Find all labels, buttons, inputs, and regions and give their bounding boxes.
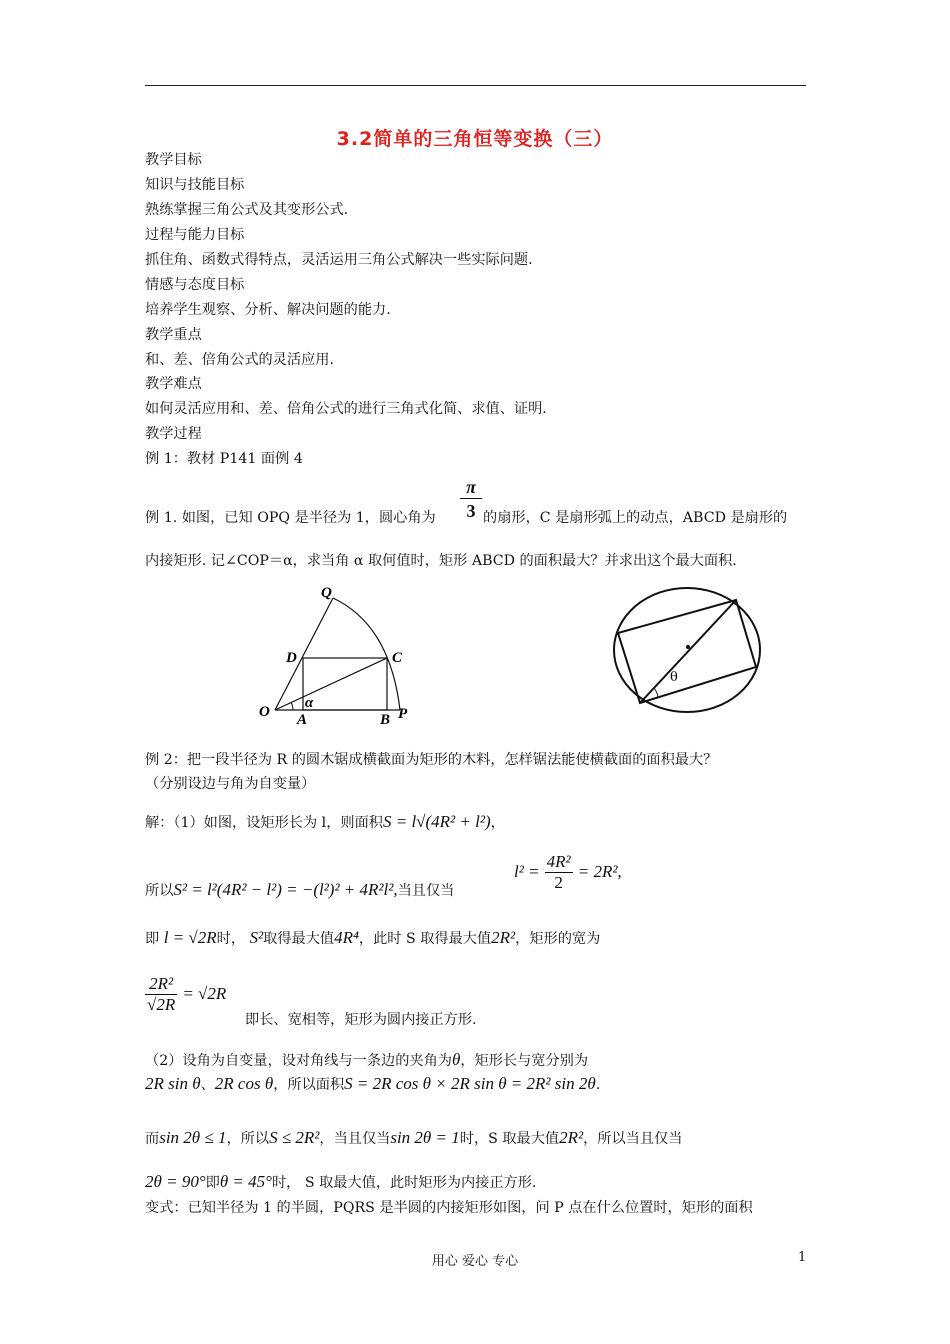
header-rule <box>145 85 806 86</box>
max-s-value: 2R² <box>491 928 516 947</box>
text-line: 教学难点 <box>145 376 202 392</box>
solution-text: 解：（1）如图，设矩形长为 l，则面积 <box>145 815 383 831</box>
width-text: 即长、宽相等，矩形为圆内接正方形. <box>245 1012 477 1028</box>
example1-text-a: 例 1. 如图，已知 OPQ 是半径为 1，圆心角为 <box>145 510 436 526</box>
so-mid: 当且仅当 <box>397 883 455 899</box>
label-theta: θ <box>670 670 678 685</box>
last-line <box>145 1172 536 1193</box>
sin-bound: sin 2θ ≤ 1 <box>159 1128 227 1147</box>
theta-symbol: θ <box>451 1050 461 1069</box>
l2-rhs: = 2R², <box>577 862 622 881</box>
width-fraction <box>145 974 177 1015</box>
footer-text: 用心 爱心 专心 <box>431 1254 519 1269</box>
text-line: 抓住角、函数式得特点，灵活运用三角公式解决一些实际问题. <box>145 252 533 268</box>
l2-lhs: l² = <box>514 862 540 881</box>
sector-figure <box>250 580 430 730</box>
center-dot <box>686 645 690 649</box>
l-value: l = √2R <box>163 928 217 947</box>
page-title: 3.2简单的三角恒等变换（三） <box>336 128 614 150</box>
text-line: 熟练掌握三角公式及其变形公式. <box>145 202 349 218</box>
er-text3: 时，S 取最大值 <box>459 1131 560 1147</box>
fraction-denominator: 3 <box>466 501 476 521</box>
ji-text3: ，此时 S 取得最大值 <box>358 931 492 947</box>
label-o: O <box>259 704 270 720</box>
text-line: 例 1：教材 P141 面例 4 <box>145 451 303 467</box>
period: . <box>595 1077 601 1093</box>
numerator: 2R² <box>145 974 177 995</box>
example1-line2: 内接矩形. 记∠COP＝α，求当角 α 取何值时，矩形 ABCD 的面积最大？并求出这个最大面积. <box>145 553 737 569</box>
arc-pq <box>333 598 400 710</box>
part2-text-b: ，矩形长与宽分别为 <box>460 1053 589 1069</box>
s-squared: S² <box>249 928 264 947</box>
last-text2: 时， S 取最大值，此时矩形为内接正方形. <box>271 1175 537 1191</box>
punctuation: ， <box>490 815 505 831</box>
ji-text2: 取得最大值 <box>263 931 335 947</box>
er-text2: ，当且仅当 <box>319 1131 391 1147</box>
square-formula: S² = l²(4R² − l²) = −(l²)² + 4R²l², <box>173 880 398 899</box>
ji-text4: ，矩形的宽为 <box>515 931 601 947</box>
example2-line2: （分别设边与角为自变量） <box>145 776 316 792</box>
l2-fraction <box>545 852 573 893</box>
width-result: = √2R <box>182 984 227 1003</box>
part2-line1 <box>145 1050 588 1071</box>
denominator: √2R <box>147 995 176 1014</box>
s-max: 2R² <box>559 1128 584 1147</box>
er-line <box>145 1128 682 1149</box>
example2-line1: 例 2：把一段半径为 R 的圆木锯成横截面为矩形的木料，怎样锯法能使横截面的面积最大？ <box>145 752 718 768</box>
variant-line: 变式：已知半径为 1 的半圆，PQRS 是半圆的内接矩形如图，问 P 点在什么位置时，矩形的面积 <box>145 1200 753 1216</box>
theta-value: θ = 45° <box>219 1172 272 1191</box>
segment-oq <box>275 598 333 710</box>
text-line: 和、差、倍角公式的灵活应用. <box>145 352 334 368</box>
er-prefix: 而 <box>145 1131 160 1147</box>
page-number: 1 <box>798 1250 807 1265</box>
circle-figure <box>608 585 768 715</box>
example1-line1 <box>145 508 436 528</box>
so-prefix: 所以 <box>145 883 174 899</box>
ji-text1: 时， <box>216 931 246 947</box>
part2-text-c: ，所以面积 <box>273 1077 345 1093</box>
text-line: 培养学生观察、分析、解决问题的能力. <box>145 302 391 318</box>
fraction-numerator: π <box>460 476 482 499</box>
separator: 、 <box>200 1077 215 1093</box>
text-line: 知识与技能目标 <box>145 177 245 193</box>
er-text4: ，所以当且仅当 <box>583 1131 683 1147</box>
label-a: A <box>297 712 308 728</box>
example1-text-b: 的扇形，C 是扇形弧上的动点，ABCD 是扇形的 <box>483 510 788 526</box>
double-angle-value: 2θ = 90° <box>145 1172 206 1191</box>
text-line: 过程与能力目标 <box>145 227 245 243</box>
angle-arc <box>291 702 293 710</box>
text-line: 教学过程 <box>145 426 202 442</box>
pi-over-3-fraction <box>460 476 482 523</box>
numerator: 4R² <box>546 852 571 871</box>
text-line: 教学重点 <box>145 327 202 343</box>
part2-line2 <box>145 1074 600 1095</box>
label-q: Q <box>321 585 332 601</box>
label-b: B <box>380 712 391 728</box>
rectangle-abcd <box>303 658 387 710</box>
area-formula: S = l√(4R² + l²) <box>382 812 491 831</box>
length-formula: 2R sin θ <box>145 1074 201 1093</box>
max-s2-value: 4R⁴ <box>334 928 359 947</box>
sin-equality: sin 2θ = 1 <box>390 1128 460 1147</box>
text-line: 情感与态度目标 <box>145 277 245 293</box>
ji-line <box>145 928 600 949</box>
width-formula: 2R cos θ <box>214 1074 274 1093</box>
text-line: 如何灵活应用和、差、倍角公式的进行三角式化简、求值、证明. <box>145 401 547 417</box>
theta-arc <box>654 688 658 697</box>
last-text1: 即 <box>205 1175 220 1191</box>
l2-equation <box>514 852 622 893</box>
text-line: 教学目标 <box>145 152 202 168</box>
solution1-line <box>145 812 505 833</box>
part2-text: （2）设角为自变量，设对角线与一条边的夹角为 <box>145 1053 452 1069</box>
ji-prefix: 即 <box>145 931 160 947</box>
label-d: D <box>286 650 297 666</box>
er-text1: ，所以 <box>226 1131 270 1147</box>
label-p: P <box>398 706 408 722</box>
s-bound: S ≤ 2R² <box>269 1128 320 1147</box>
label-alpha: α <box>305 695 314 711</box>
width-equation <box>145 974 226 1015</box>
so-line <box>145 880 454 901</box>
label-c: C <box>392 650 403 666</box>
denominator: 2 <box>554 873 563 892</box>
area-theta-formula: S = 2R cos θ × 2R sin θ = 2R² sin 2θ <box>344 1074 596 1093</box>
